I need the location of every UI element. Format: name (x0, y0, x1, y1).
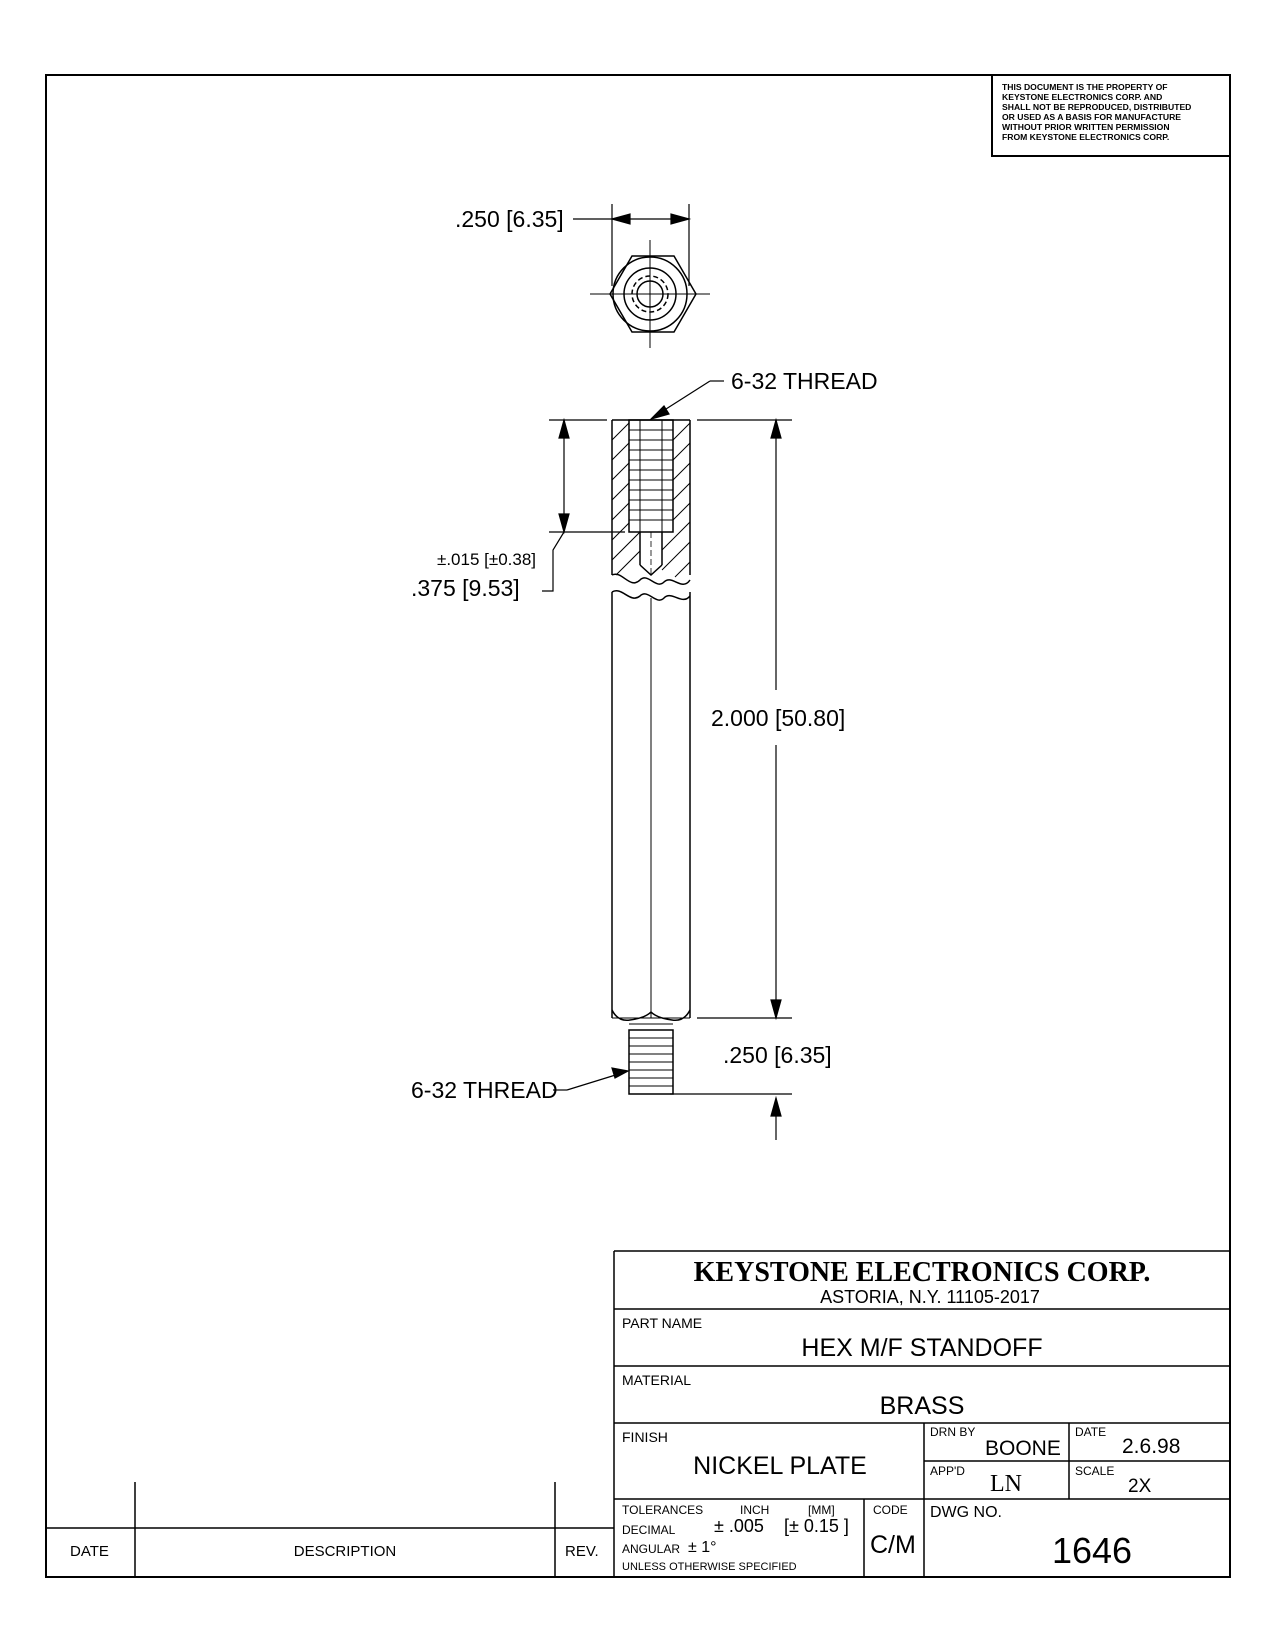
notice-line-3: SHALL NOT BE REPRODUCED, DISTRIBUTED (1002, 102, 1192, 112)
scale-label: SCALE (1075, 1464, 1115, 1478)
dwg-no-value: 1646 (1051, 1530, 1133, 1571)
internal-depth-label: .375 [9.53] (411, 575, 520, 601)
revision-description-header: DESCRIPTION (293, 1543, 397, 1560)
part-name-label: PART NAME (622, 1315, 703, 1331)
appd-value: LN (990, 1471, 1022, 1497)
drn-by-label: DRN BY (930, 1425, 976, 1439)
scale-value: 2X (1128, 1476, 1152, 1497)
decimal-mm-value: [± 0.15 ] (784, 1516, 849, 1536)
decimal-inch-value: ± .005 (714, 1516, 764, 1536)
top-thread-label: 6-32 THREAD (731, 368, 878, 394)
finish-label: FINISH (622, 1429, 668, 1445)
internal-tolerance-label: ±.015 [±0.38] (437, 550, 537, 569)
revision-date-header: DATE (70, 1543, 109, 1560)
decimal-label: DECIMAL (622, 1523, 676, 1537)
tolerances-label: TOLERANCES (622, 1503, 704, 1517)
company-name: KEYSTONE ELECTRONICS CORP. (693, 1257, 1151, 1288)
finish-value: NICKEL PLATE (693, 1452, 867, 1480)
company-address: ASTORIA, N.Y. 11105-2017 (820, 1287, 1040, 1307)
standoff-side-view (612, 420, 690, 1094)
material-value: BRASS (879, 1392, 965, 1420)
code-value: C/M (870, 1531, 916, 1559)
date-value: 2.6.98 (1122, 1435, 1181, 1458)
unless-specified: UNLESS OTHERWISE SPECIFIED (622, 1561, 797, 1573)
angular-value: ± 1° (688, 1539, 717, 1556)
code-label: CODE (873, 1503, 908, 1517)
notice-line-4: OR USED AS A BASIS FOR MANUFACTURE (1002, 112, 1182, 122)
notice-line-1: THIS DOCUMENT IS THE PROPERTY OF (1002, 82, 1168, 92)
dwg-no-label: DWG NO. (930, 1504, 1002, 1521)
angular-label: ANGULAR (622, 1542, 681, 1556)
date-label: DATE (1075, 1425, 1107, 1439)
bottom-thread-leader (553, 1068, 628, 1090)
notice-line-5: WITHOUT PRIOR WRITTEN PERMISSION (1002, 122, 1170, 132)
appd-label: APP'D (930, 1464, 965, 1478)
proprietary-notice (992, 75, 1230, 156)
internal-thread-lines (629, 430, 673, 520)
notice-line-2: KEYSTONE ELECTRONICS CORP. AND (1002, 92, 1163, 102)
part-name-value: HEX M/F STANDOFF (801, 1334, 1043, 1362)
material-label: MATERIAL (622, 1372, 691, 1388)
mm-label: [MM] (808, 1503, 835, 1517)
hex-width-label: .250 [6.35] (455, 206, 564, 232)
notice-line-6: FROM KEYSTONE ELECTRONICS CORP. (1002, 132, 1170, 142)
stud-length-label: .250 [6.35] (723, 1042, 832, 1068)
bottom-thread-label: 6-32 THREAD (411, 1077, 558, 1103)
hex-width-dimension (573, 204, 689, 286)
revision-rev-header: REV. (565, 1543, 599, 1560)
hex-end-view (590, 240, 710, 348)
drn-by-value: BOONE (985, 1437, 1061, 1460)
top-thread-leader (651, 381, 724, 419)
revision-block (46, 1482, 614, 1577)
inch-label: INCH (740, 1503, 770, 1517)
stud-length-dimension (670, 1094, 792, 1140)
overall-length-label: 2.000 [50.80] (711, 705, 846, 731)
external-thread-lines (629, 1038, 673, 1086)
